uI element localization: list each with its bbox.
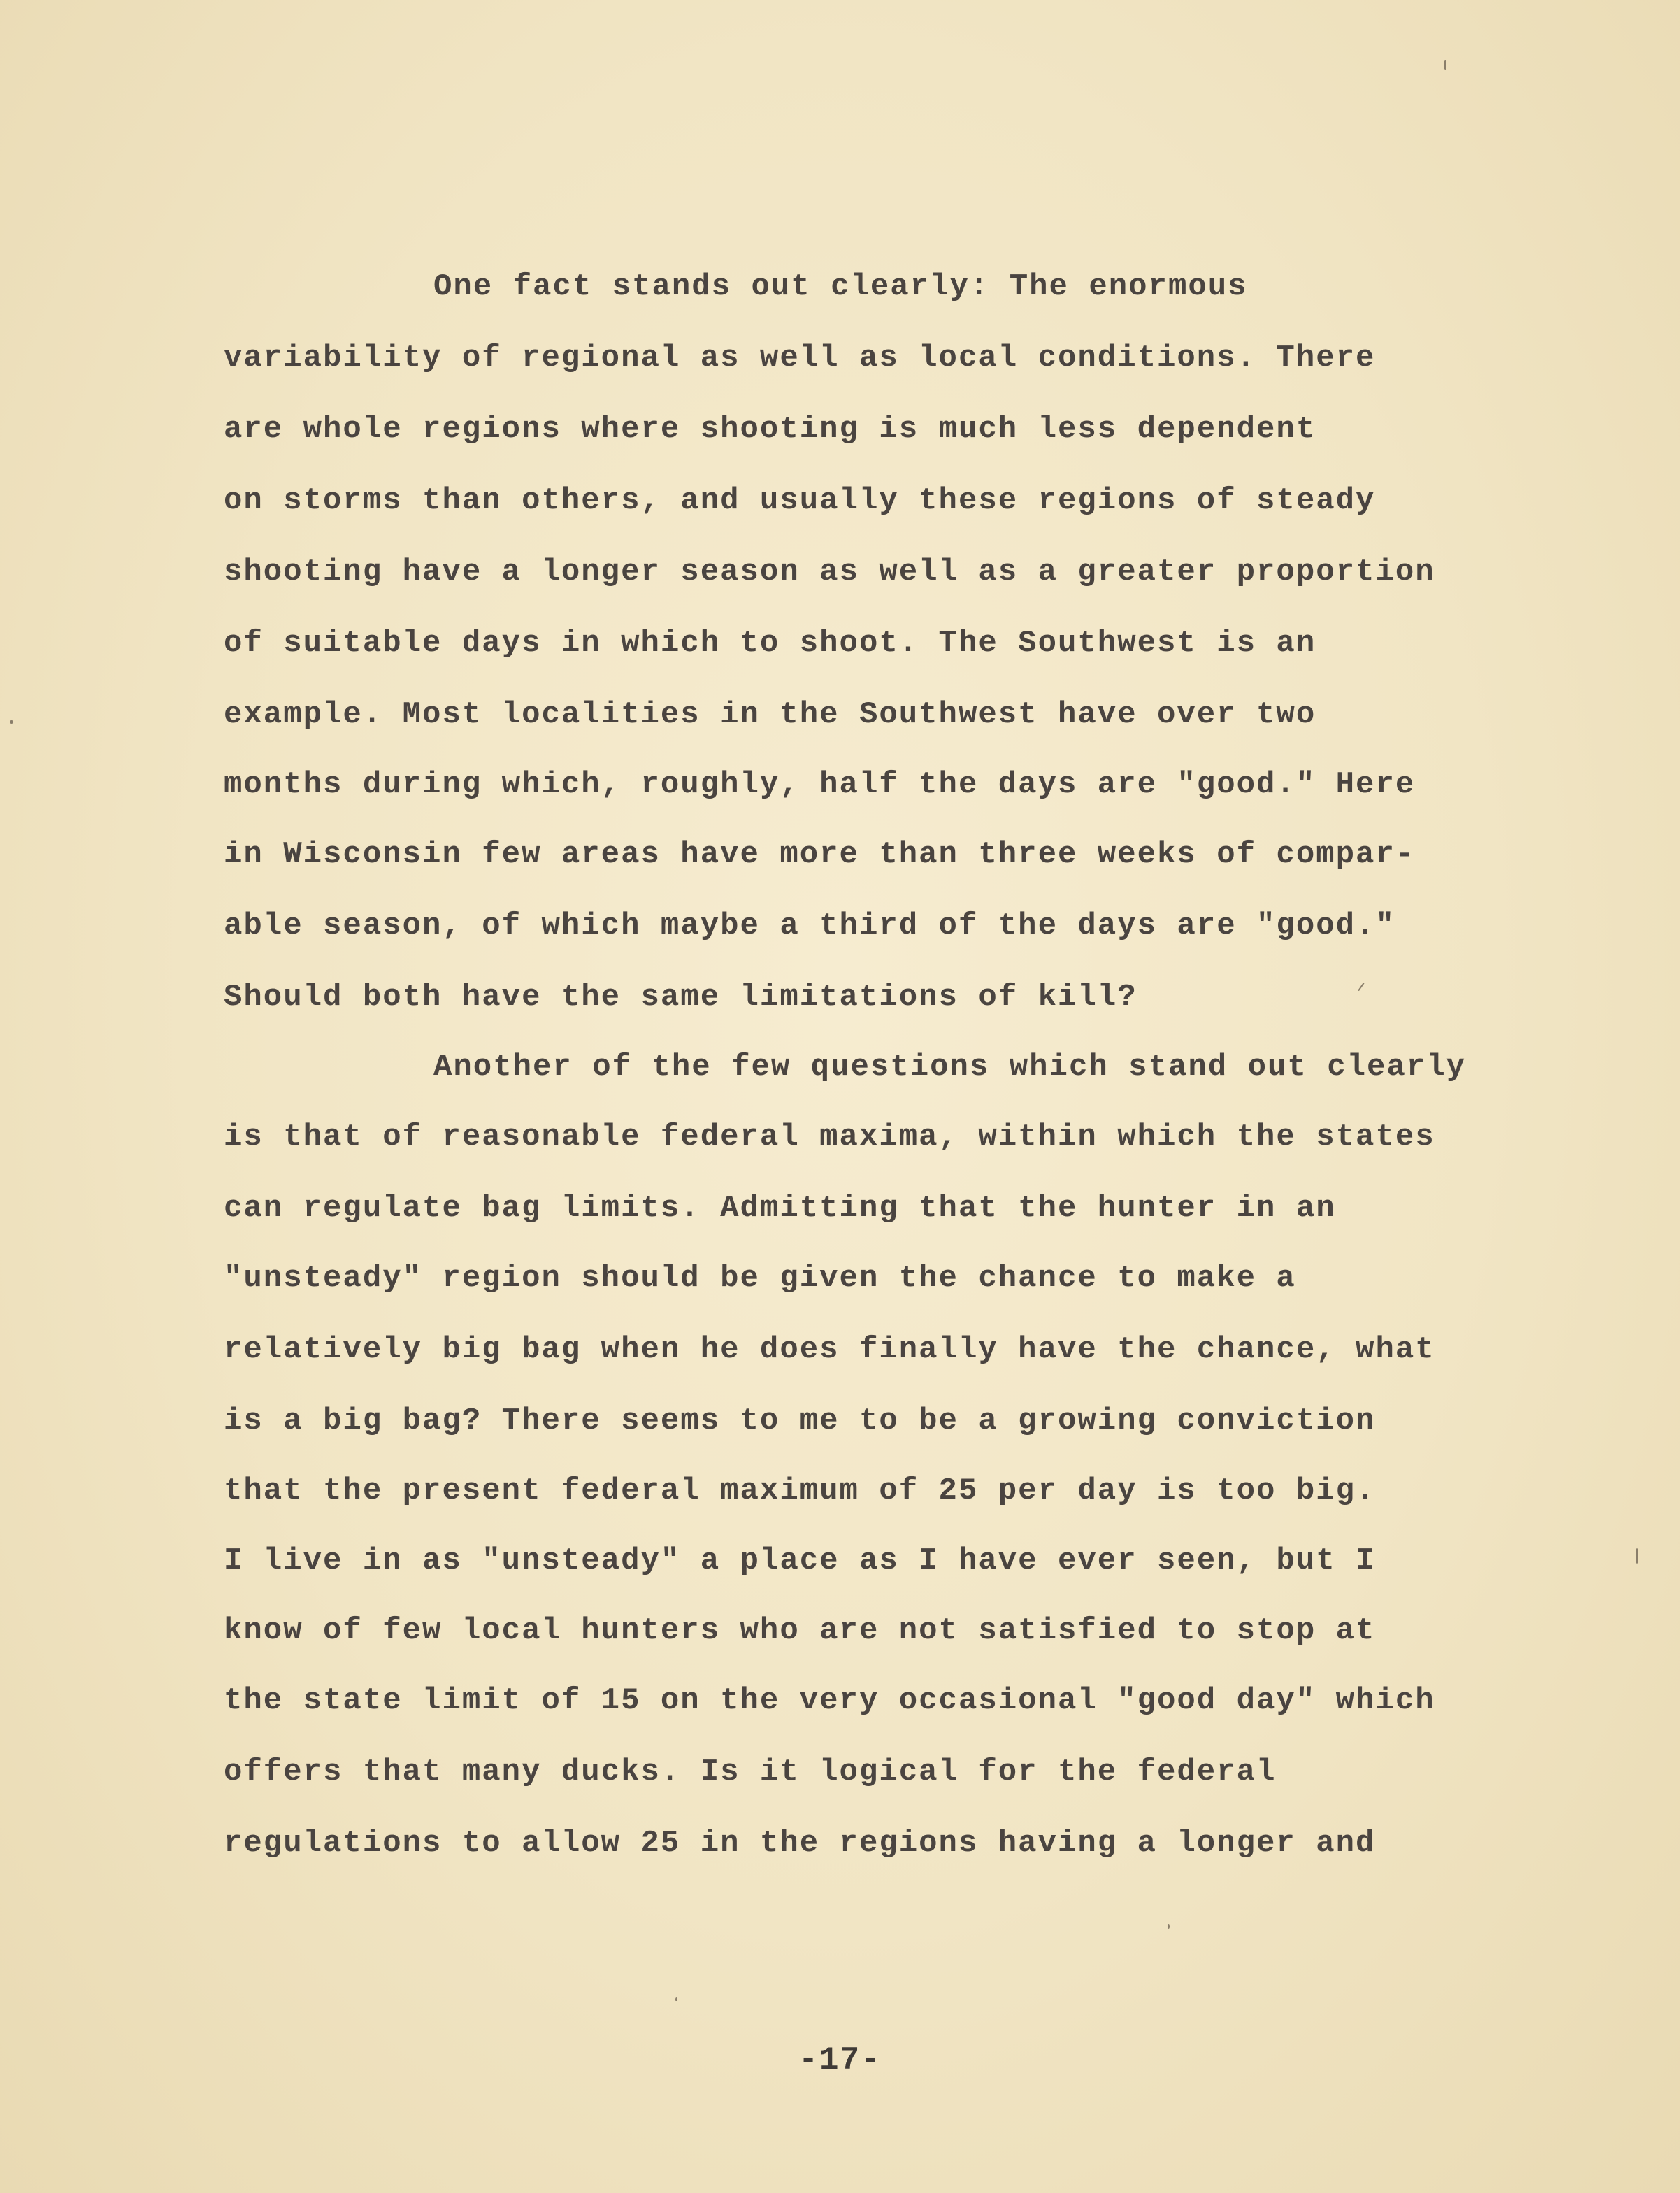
paper-speck (10, 720, 13, 724)
text-line: shooting have a longer season as well as a greater proportion (224, 555, 1435, 590)
text-line: variability of regional as well as local conditions. There (224, 341, 1376, 376)
paper-speck (1444, 60, 1446, 70)
text-line: are whole regions where shooting is much less dependent (224, 412, 1316, 447)
paper-speck (675, 1997, 677, 2001)
text-line: offers that many ducks. Is it logical for the federal (224, 1755, 1277, 1790)
text-line: in Wisconsin few areas have more than three weeks of compar- (224, 837, 1416, 872)
text-line: is a big bag? There seems to me to be a growing conviction (224, 1403, 1376, 1438)
text-line: able season, of which maybe a third of the days are "good." (224, 908, 1395, 943)
text-line: months during which, roughly, half the days are "good." Here (224, 767, 1416, 802)
text-line: know of few local hunters who are not satisfied to stop at (224, 1613, 1376, 1648)
paper-speck (1358, 983, 1365, 992)
text-line: on storms than others, and usually these regions of steady (224, 483, 1376, 518)
text-line: "unsteady" region should be given the chance to make a (224, 1261, 1296, 1296)
text-line: Should both have the same limitations of kill? (224, 980, 1137, 1015)
text-line: that the present federal maximum of 25 per day is too big. (224, 1473, 1376, 1508)
page-number: -17- (798, 2042, 882, 2078)
text-line: One fact stands out clearly: The enormous (433, 269, 1248, 304)
text-line: the state limit of 15 on the very occasional "good day" which (224, 1683, 1435, 1718)
text-line: regulations to allow 25 in the regions having a longer and (224, 1826, 1376, 1861)
text-line: of suitable days in which to shoot. The Southwest is an (224, 626, 1316, 661)
paper-speck (1636, 1548, 1638, 1564)
text-line: can regulate bag limits. Admitting that the hunter in an (224, 1191, 1336, 1226)
text-line: I live in as "unsteady" a place as I have ever seen, but I (224, 1543, 1376, 1578)
text-line: example. Most localities in the Southwest have over two (224, 697, 1316, 732)
text-line: relatively big bag when he does finally have the chance, what (224, 1332, 1435, 1367)
paper-speck (1168, 1924, 1170, 1929)
text-line: Another of the few questions which stand out clearly (433, 1050, 1467, 1085)
text-line: is that of reasonable federal maxima, within which the states (224, 1120, 1435, 1155)
